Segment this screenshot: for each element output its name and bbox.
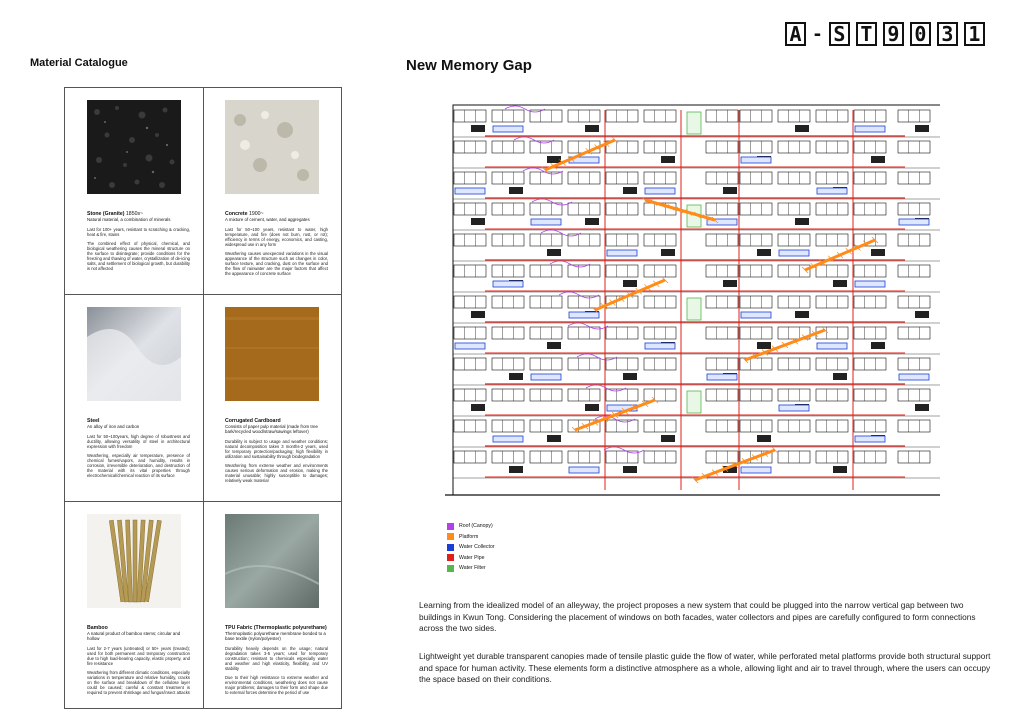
window — [454, 234, 486, 246]
ac-unit — [471, 125, 485, 132]
legend-item-water-pipe — [447, 553, 495, 563]
window — [706, 265, 738, 277]
window — [644, 141, 676, 153]
window — [778, 265, 810, 277]
legend-swatch — [447, 523, 454, 530]
code-box: 3 — [937, 22, 958, 46]
material-weathering: Weathering from different climatic conditions, especially variations in temperature and relative humidity, cracks on the surface and breakdown of the cellulose layer could be caused; careful & constant treatment is required to prevent shrinkage and fungus/insect attacks — [87, 670, 190, 695]
window — [898, 451, 930, 463]
ac-unit — [471, 218, 485, 225]
window — [606, 265, 638, 277]
ac-unit — [661, 156, 675, 163]
material-card — [64, 87, 342, 295]
window — [816, 358, 848, 370]
window — [606, 234, 638, 246]
window — [644, 110, 676, 122]
window — [454, 265, 486, 277]
window — [740, 110, 772, 122]
material-tpu — [203, 502, 341, 708]
window — [568, 296, 600, 308]
window — [530, 265, 562, 277]
water-collector — [569, 467, 599, 473]
window — [454, 203, 486, 215]
water-collector — [493, 281, 523, 287]
window — [854, 172, 886, 184]
window — [898, 110, 930, 122]
water-collector — [607, 250, 637, 256]
window — [898, 234, 930, 246]
window — [454, 389, 486, 401]
ac-unit — [795, 218, 809, 225]
legend-item-platform — [447, 532, 495, 542]
window — [816, 172, 848, 184]
window — [568, 358, 600, 370]
window — [740, 141, 772, 153]
window — [740, 420, 772, 432]
window — [778, 296, 810, 308]
code-dash: - — [812, 23, 823, 45]
ac-unit — [623, 373, 637, 380]
water-collector — [741, 157, 771, 163]
water-collector — [855, 281, 885, 287]
water-collector — [493, 126, 523, 132]
window — [816, 234, 848, 246]
window — [606, 172, 638, 184]
window — [898, 420, 930, 432]
ac-unit — [547, 156, 561, 163]
window — [492, 389, 524, 401]
material-lifespan: Durability heavily depends on the usage; natural degradation takes 3-5 years; used for temporary construction; resistant to chemicals especially water and weather and high elasticity, flexibility, and UV stability — [225, 646, 328, 671]
window — [706, 389, 738, 401]
window — [778, 203, 810, 215]
ac-unit — [833, 373, 847, 380]
material-concrete — [203, 88, 341, 294]
water-collector — [899, 374, 929, 380]
material-cardboard — [203, 295, 341, 501]
ac-unit — [795, 125, 809, 132]
window — [492, 172, 524, 184]
window — [854, 389, 886, 401]
legend-label: Water Pipe — [459, 554, 485, 561]
window — [530, 234, 562, 246]
material-lifespan: Last for 50~100years, high degree of robustness and ductility, allowing versatility of steel in architectural expression with freedom — [87, 434, 190, 449]
material-lifespan: Durability is subject to usage and weather conditions; natural decomposition takes 3 months-2 years, used for temporary protection/packaging; high flexibility in utilization and sustainability through biodegradation — [225, 439, 328, 459]
ac-unit — [833, 466, 847, 473]
window — [644, 327, 676, 339]
stone-swatch — [87, 100, 181, 194]
window — [740, 203, 772, 215]
concrete-swatch — [225, 100, 319, 194]
facade-elevation-drawing — [445, 100, 940, 498]
window — [454, 451, 486, 463]
steel-swatch — [87, 307, 181, 401]
water-collector — [817, 343, 847, 349]
window — [606, 327, 638, 339]
legend-item-water-filter — [447, 563, 495, 573]
material-subtitle: Consists of paper pulp material (made from tree bark/recycled wood/straw/sawings leftover) — [225, 424, 318, 434]
material-subtitle: A natural product of bamboo stems; circular and hollow — [87, 631, 181, 641]
ac-unit — [833, 280, 847, 287]
window — [898, 358, 930, 370]
window — [778, 451, 810, 463]
window — [454, 296, 486, 308]
material-lifespan: Last for 2-7 years (untreated) or 50+ years (treated); used for both permanent and temporary construction due to high load-bearing capacity, elastic property, and fire resistance — [87, 646, 190, 666]
legend-swatch — [447, 554, 454, 561]
drawing-title: New Memory Gap — [406, 57, 532, 74]
ac-unit — [723, 280, 737, 287]
code-box: 1 — [964, 22, 985, 46]
window — [816, 265, 848, 277]
window — [740, 296, 772, 308]
material-year: 1900~ — [248, 211, 264, 217]
material-card — [64, 294, 342, 502]
catalogue-title: Material Catalogue — [30, 57, 128, 69]
window — [492, 265, 524, 277]
ac-unit — [871, 156, 885, 163]
window — [644, 451, 676, 463]
ac-unit — [471, 311, 485, 318]
material-stone — [65, 88, 203, 294]
ac-unit — [723, 187, 737, 194]
water-collector — [817, 188, 847, 194]
window — [644, 389, 676, 401]
window — [644, 358, 676, 370]
window — [898, 389, 930, 401]
material-name: Bamboo — [87, 625, 108, 631]
code-box: 0 — [910, 22, 931, 46]
legend-label: Roof (Canopy) — [459, 523, 493, 529]
water-collector — [645, 343, 675, 349]
window — [816, 203, 848, 215]
material-subtitle: Natural material, a combination of minerals — [87, 217, 171, 222]
window — [644, 265, 676, 277]
window — [898, 327, 930, 339]
window — [454, 172, 486, 184]
window — [854, 296, 886, 308]
window — [454, 327, 486, 339]
water-collector — [741, 312, 771, 318]
water-filter — [687, 112, 701, 134]
window — [816, 420, 848, 432]
water-collector — [645, 188, 675, 194]
window — [492, 327, 524, 339]
window — [492, 234, 524, 246]
tpu-swatch — [225, 514, 319, 608]
window — [492, 296, 524, 308]
window — [778, 172, 810, 184]
ac-unit — [547, 342, 561, 349]
ac-unit — [795, 311, 809, 318]
water-collector — [531, 374, 561, 380]
material-name: Steel — [87, 418, 100, 424]
ac-unit — [915, 311, 929, 318]
window — [778, 141, 810, 153]
legend-item-roof — [447, 521, 495, 531]
window — [898, 296, 930, 308]
window — [568, 110, 600, 122]
material-subtitle: An alloy of iron and carbon — [87, 424, 140, 429]
window — [778, 110, 810, 122]
window — [778, 389, 810, 401]
window — [530, 420, 562, 432]
window — [854, 451, 886, 463]
material-name: Corrugated Cardboard — [225, 418, 281, 424]
window — [816, 141, 848, 153]
water-collector — [779, 250, 809, 256]
code-box: 9 — [883, 22, 904, 46]
material-year: 1850s~ — [125, 211, 144, 217]
window — [816, 451, 848, 463]
window — [854, 234, 886, 246]
ac-unit — [661, 249, 675, 256]
window — [568, 203, 600, 215]
ac-unit — [623, 466, 637, 473]
window — [454, 110, 486, 122]
material-subtitle: Thermoplastic polyurethane membrane bonded to a base textile (nylon/polyester) — [225, 631, 326, 641]
material-lifespan: Last for 100+ years, resistant to scratching & cracking, heat & fire, stains — [87, 227, 190, 237]
water-collector — [741, 467, 771, 473]
window — [898, 172, 930, 184]
water-collector — [569, 312, 599, 318]
legend-label: Water Collector — [459, 544, 495, 550]
code-box: A — [785, 22, 806, 46]
water-collector — [455, 343, 485, 349]
window — [706, 234, 738, 246]
window — [778, 420, 810, 432]
window — [530, 327, 562, 339]
material-bamboo — [65, 502, 203, 708]
ac-unit — [871, 342, 885, 349]
water-collector — [531, 219, 561, 225]
window — [706, 172, 738, 184]
ac-unit — [757, 249, 771, 256]
window — [454, 420, 486, 432]
window — [778, 358, 810, 370]
window — [816, 389, 848, 401]
window — [778, 234, 810, 246]
material-lifespan: Last for 50~100 years, resistant to water, high temperature, and fire (does not burn, rust, or rot); efficiency in terms of energy, economics, and casting, widespread use in any form — [225, 227, 328, 247]
window — [706, 296, 738, 308]
window — [706, 110, 738, 122]
window — [740, 172, 772, 184]
ac-unit — [471, 404, 485, 411]
water-collector — [455, 188, 485, 194]
window — [492, 141, 524, 153]
window — [530, 358, 562, 370]
window — [740, 265, 772, 277]
window — [706, 358, 738, 370]
water-collector — [855, 436, 885, 442]
ac-unit — [757, 342, 771, 349]
window — [568, 172, 600, 184]
window — [606, 203, 638, 215]
window — [530, 451, 562, 463]
ac-unit — [547, 249, 561, 256]
drawing-legend — [447, 521, 495, 574]
window — [898, 141, 930, 153]
legend-swatch — [447, 533, 454, 540]
window — [492, 420, 524, 432]
window — [454, 358, 486, 370]
window — [492, 451, 524, 463]
legend-swatch — [447, 565, 454, 572]
window — [492, 203, 524, 215]
ac-unit — [509, 466, 523, 473]
ac-unit — [547, 435, 561, 442]
material-weathering: Weathering from extreme weather and environments causes serious deformation and erosion, making the material unusable; highly susceptible to damages; relatively weak material — [225, 463, 328, 483]
code-box: T — [856, 22, 877, 46]
ac-unit — [509, 373, 523, 380]
material-name: Concrete — [225, 211, 248, 217]
ac-unit — [623, 187, 637, 194]
window — [854, 265, 886, 277]
description-paragraph-2: Lightweight yet durable transparent canopies made of tensile plastic guide the flow of water, while perforated metal platforms provide both structural support and space for human activity. These elements form a distinctive atmosphere as a whole, allowing light and air to travel through, where the users can occupy the space based on their conditions. — [419, 651, 991, 684]
window — [740, 389, 772, 401]
window — [492, 110, 524, 122]
material-name: Stone (Granite) — [87, 211, 125, 217]
water-collector — [855, 126, 885, 132]
water-collector — [707, 374, 737, 380]
water-collector — [779, 405, 809, 411]
window — [706, 327, 738, 339]
window — [644, 296, 676, 308]
code-box: S — [829, 22, 850, 46]
ac-unit — [915, 404, 929, 411]
cardboard-swatch — [225, 307, 319, 401]
window — [706, 203, 738, 215]
window — [706, 451, 738, 463]
window — [854, 141, 886, 153]
window — [606, 389, 638, 401]
bamboo-swatch — [87, 514, 181, 608]
legend-label: Water Filter — [459, 565, 486, 571]
window — [740, 234, 772, 246]
water-collector — [493, 436, 523, 442]
ac-unit — [757, 435, 771, 442]
project-code — [785, 22, 985, 46]
legend-label: Platform — [459, 533, 479, 540]
material-name: TPU Fabric (Thermoplastic polyurethane) — [225, 625, 327, 631]
legend-item-water-collector — [447, 542, 495, 552]
window — [816, 296, 848, 308]
legend-swatch — [447, 544, 454, 551]
window — [568, 451, 600, 463]
water-filter — [687, 391, 701, 413]
window — [706, 141, 738, 153]
window — [898, 265, 930, 277]
material-weathering: Weathering causes unexpected variations in the visual appearance of the structure such as changes in color, surface texture, and cracking, dust on the surface and the flow of rainwater are the major factors that affect the appearance of concrete surface — [225, 251, 328, 276]
ac-unit — [915, 125, 929, 132]
material-subtitle: A mixture of cement, water, and aggregates — [225, 217, 310, 222]
ac-unit — [871, 249, 885, 256]
window — [898, 203, 930, 215]
material-weathering: Weathering, especially air temperature, presence of chemical fumes/vapors, and humidity, results in corrosion, irreversible deterioration, and destruction of the material with its vital properties through electrochemical/chemical reaction of its surface — [87, 453, 190, 478]
material-card — [64, 501, 342, 709]
window — [644, 420, 676, 432]
window — [644, 234, 676, 246]
water-collector — [899, 219, 929, 225]
window — [854, 327, 886, 339]
window — [706, 420, 738, 432]
ac-unit — [585, 404, 599, 411]
water-filter — [687, 298, 701, 320]
window — [854, 358, 886, 370]
ac-unit — [509, 187, 523, 194]
window — [644, 172, 676, 184]
window — [454, 141, 486, 153]
window — [740, 327, 772, 339]
window — [530, 203, 562, 215]
ac-unit — [623, 280, 637, 287]
window — [854, 110, 886, 122]
description-paragraph-1: Learning from the idealized model of an alleyway, the project proposes a new system that could be plugged into the narrow vertical gap between two buildings in Kwun Tong. Considering the placement of windows on both facades, water collectors and pipes are carefully configured to form connections across the two sides. — [419, 600, 976, 633]
material-steel — [65, 295, 203, 501]
ac-unit — [661, 435, 675, 442]
ac-unit — [585, 218, 599, 225]
ac-unit — [585, 125, 599, 132]
window — [854, 203, 886, 215]
window — [492, 358, 524, 370]
window — [568, 389, 600, 401]
material-weathering: Due to their high resistance to extreme weather and environmental conditions, weathering does not cause major problems; damages to their form and shape due to external forces determine the period of use — [225, 675, 328, 695]
window — [854, 420, 886, 432]
material-weathering: The combined effect of physical, chemical, and biological weathering causes the mineral structure on the surface to disintegrate; provide conditions for the freezing and thawing of water, crystallization of de-icing salts, and settlement of biological growth, but durability is not affected — [87, 241, 190, 271]
window — [530, 389, 562, 401]
window — [816, 110, 848, 122]
window — [606, 110, 638, 122]
window — [530, 296, 562, 308]
